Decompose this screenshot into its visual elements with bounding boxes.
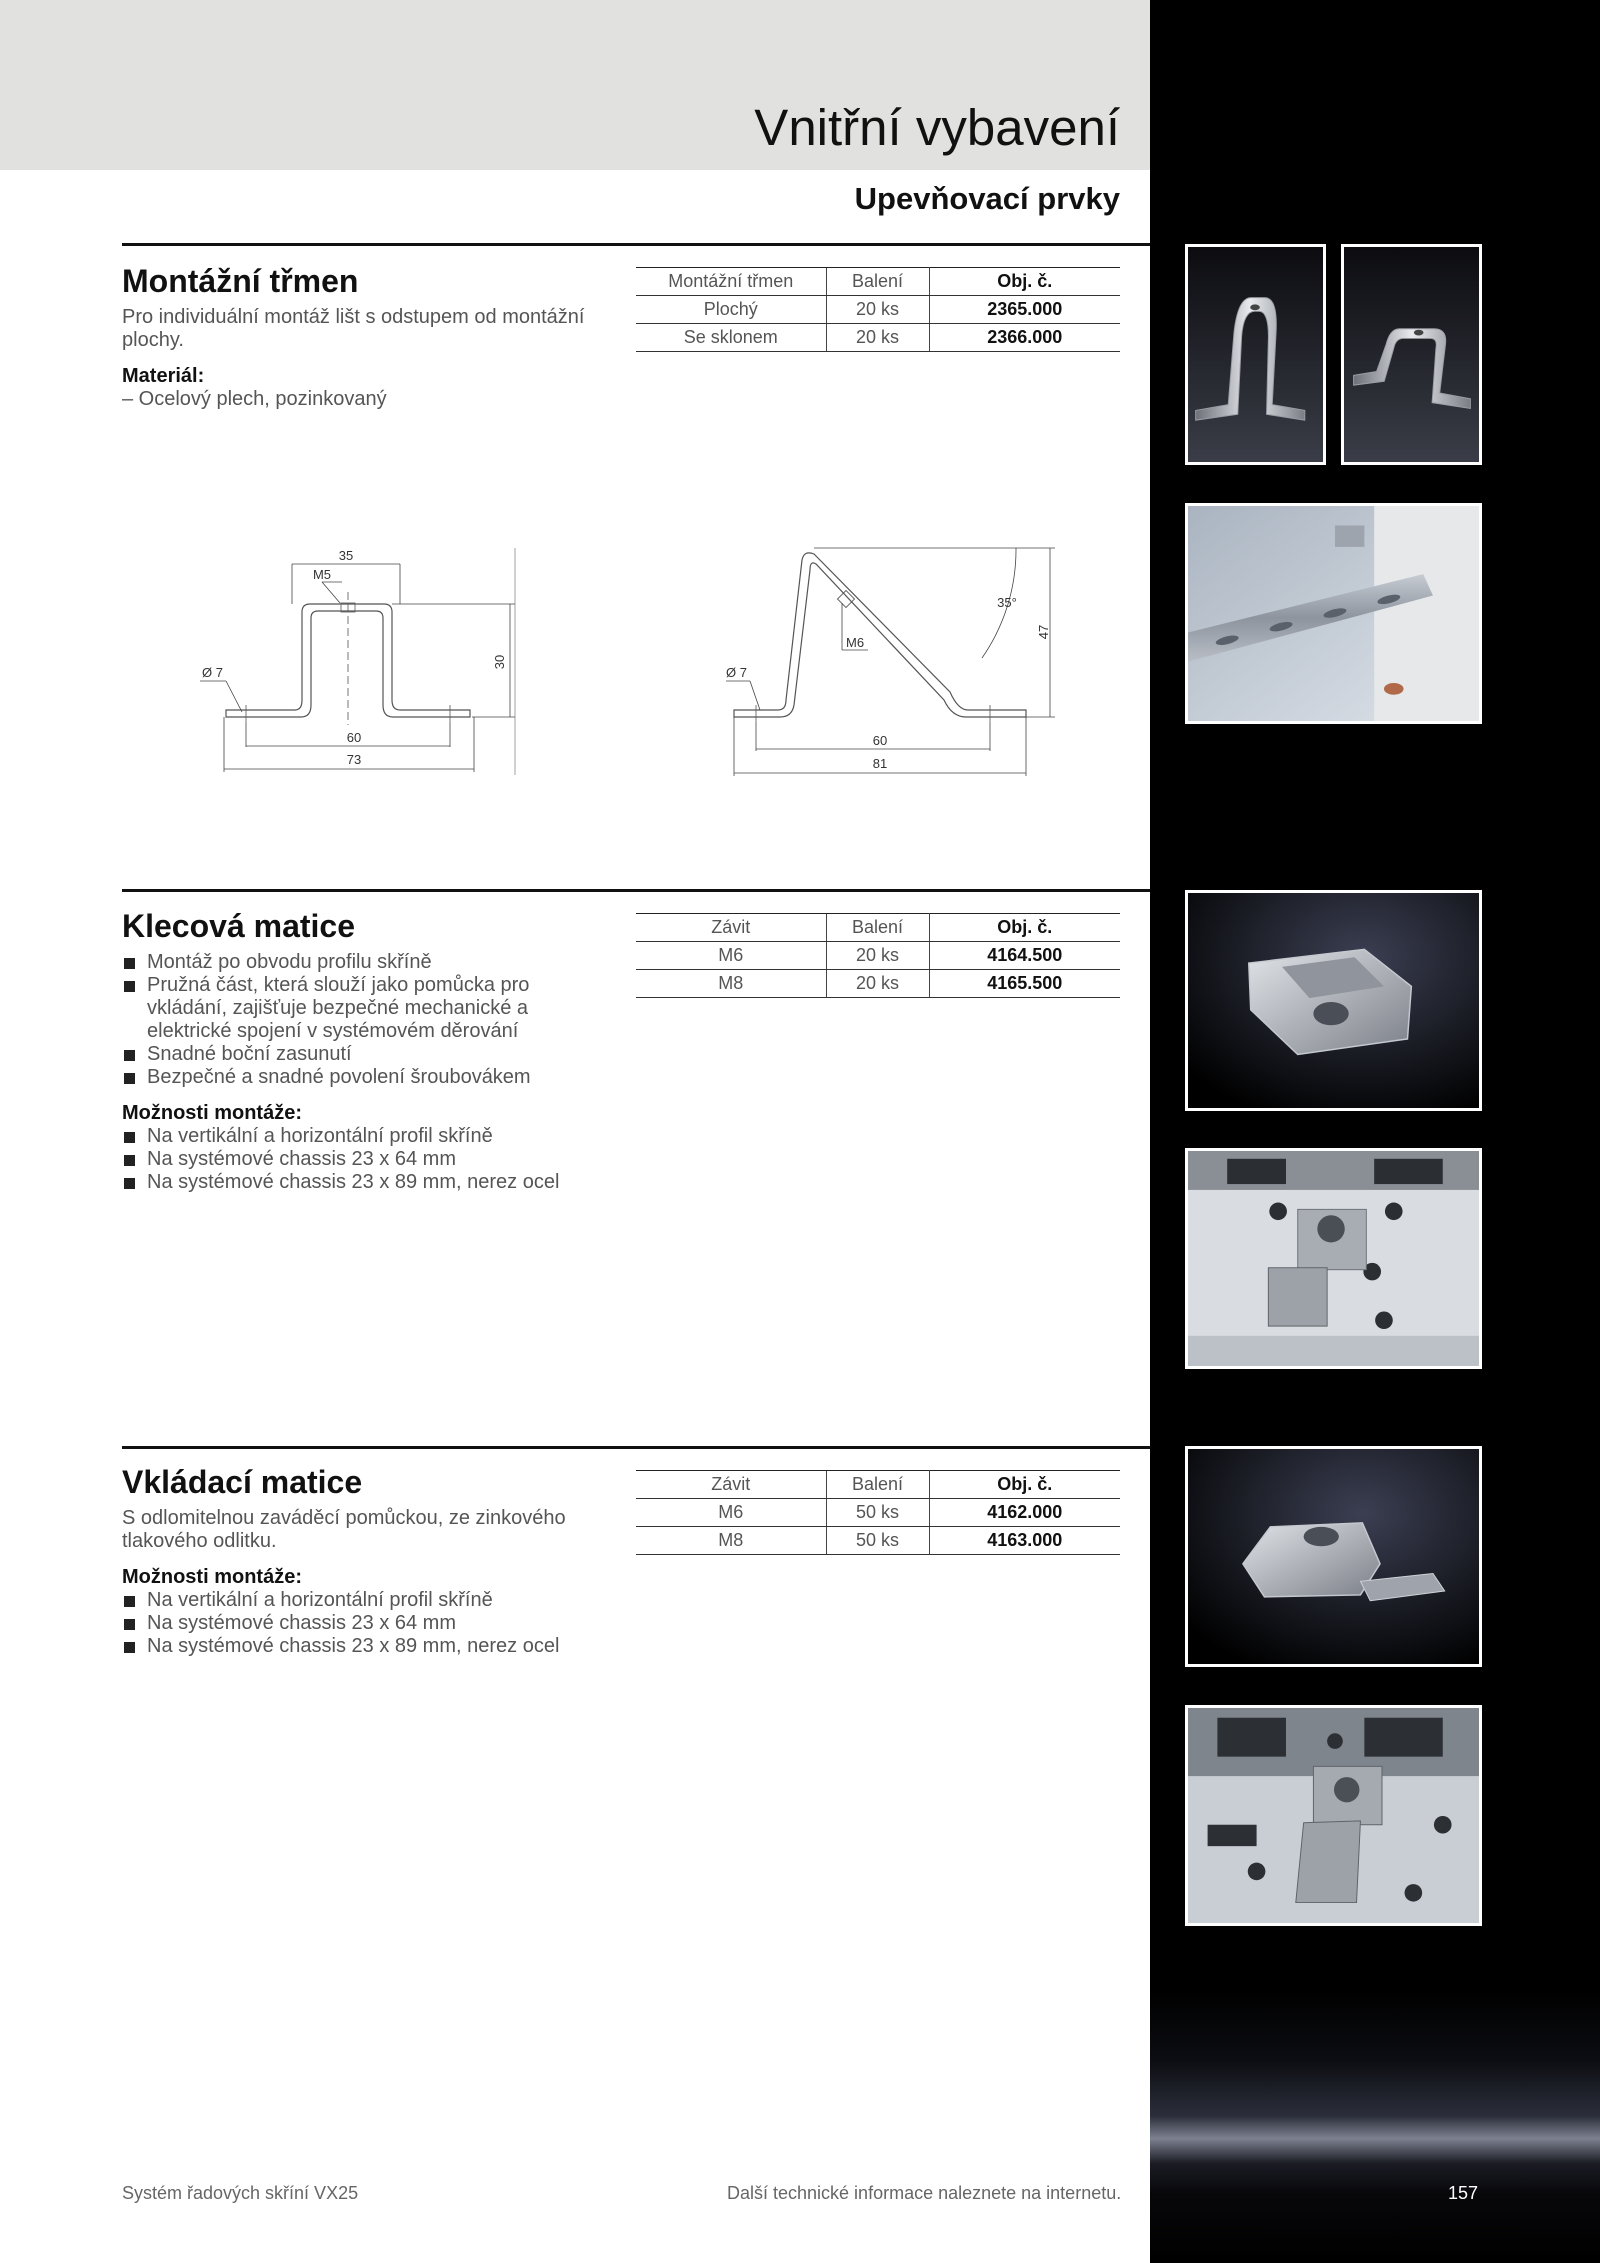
section-divider (122, 243, 1150, 246)
photo-cage-nut-mounted (1185, 1148, 1482, 1369)
options-label: Možnosti montáže: (122, 1566, 302, 1588)
table-header-row (636, 268, 1120, 296)
table-cell: 2366.000 (929, 324, 1120, 352)
dim-hole: Ø 7 (202, 665, 223, 680)
dim-angle: 35° (997, 595, 1017, 610)
col-header: Závit (636, 914, 826, 942)
section-divider (122, 1446, 1150, 1449)
table-cell: M8 (636, 970, 826, 998)
col-header: Balení (826, 268, 929, 296)
section-vkladaci-matice (122, 1463, 622, 1658)
footer-left: Systém řadových skříní VX25 (122, 2183, 359, 2203)
table-cell: 20 ks (826, 296, 929, 324)
table-row (636, 970, 1120, 998)
footer-center: Další technické informace naleznete na internetu. (727, 2183, 1122, 2203)
col-header: Balení (826, 914, 929, 942)
col-header: Obj. č. (929, 268, 1120, 296)
material-item: – Ocelový plech, pozinkovaný (122, 388, 387, 410)
table-row (636, 1499, 1120, 1527)
table-cell: 4165.500 (929, 970, 1120, 998)
list-item: Na vertikální a horizontální profil skříně (122, 1125, 622, 1148)
table-cell: 20 ks (826, 324, 929, 352)
spec-table-klecova (636, 913, 1120, 998)
photo-flat-bracket (1185, 244, 1326, 465)
section-description: S odlomitelnou zaváděcí pomůckou, ze zinkového tlakového odlitku. (122, 1507, 566, 1552)
options-list (122, 1589, 622, 1658)
section-description: Pro individuální montáž lišt s odstupem od montážní plochy. (122, 306, 585, 351)
photo-insert-nut-mounted (1185, 1705, 1482, 1926)
table-cell: M8 (636, 1527, 826, 1555)
photo-cage-nut (1185, 890, 1482, 1111)
col-header: Obj. č. (929, 914, 1120, 942)
photo-bracket-mounted (1185, 503, 1482, 724)
section-title: Vkládací matice (122, 1464, 363, 1500)
col-header: Balení (826, 1471, 929, 1499)
list-item: Snadné boční zasunutí (122, 1043, 622, 1066)
dim-thread: M5 (312, 567, 332, 582)
table-cell: 20 ks (826, 942, 929, 970)
photo-angled-bracket (1341, 244, 1482, 465)
table-row (636, 1527, 1120, 1555)
spec-table-vkladaci (636, 1470, 1120, 1555)
dim-height: 30 (492, 654, 507, 670)
dim-hole: Ø 7 (726, 665, 747, 680)
col-header: Montážní třmen (636, 268, 826, 296)
list-item: Na systémové chassis 23 x 89 mm, nerez ocel (122, 1171, 622, 1194)
table-row (636, 324, 1120, 352)
dim-height: 47 (1036, 624, 1051, 640)
table-row (636, 942, 1120, 970)
table-header-row (636, 1471, 1120, 1499)
list-item: Na systémové chassis 23 x 89 mm, nerez ocel (122, 1635, 622, 1658)
dim-overall: 81 (872, 756, 888, 771)
section-title: Klecová matice (122, 908, 356, 944)
material-label: Materiál: (122, 365, 205, 387)
table-cell: 4163.000 (929, 1527, 1120, 1555)
page-title: Vnitřní vybavení (754, 99, 1120, 156)
section-klecova-matice (122, 907, 622, 1194)
page-number: 157 (1448, 2183, 1479, 2203)
dim-overall: 73 (346, 752, 362, 767)
section-divider (122, 889, 1150, 892)
page-subtitle: Upevňovací prvky (854, 181, 1120, 216)
drawing-flat-bracket (190, 540, 530, 780)
dim-hole-spacing: 60 (872, 733, 888, 748)
section-montazni-trmen (122, 262, 622, 411)
options-label: Možnosti montáže: (122, 1102, 302, 1124)
table-cell: 4162.000 (929, 1499, 1120, 1527)
table-cell: Plochý (636, 296, 826, 324)
section-title: Montážní třmen (122, 263, 359, 299)
table-header-row (636, 914, 1120, 942)
list-item: Na systémové chassis 23 x 64 mm (122, 1148, 622, 1171)
list-item: Na vertikální a horizontální profil skříně (122, 1589, 622, 1612)
col-header: Obj. č. (929, 1471, 1120, 1499)
col-header: Závit (636, 1471, 826, 1499)
table-cell: 50 ks (826, 1527, 929, 1555)
table-cell: 20 ks (826, 970, 929, 998)
dim-hole-spacing: 60 (346, 730, 362, 745)
options-list (122, 1125, 622, 1194)
drawing-angled-bracket (720, 540, 1080, 780)
dim-thread: M6 (846, 635, 865, 650)
table-row (636, 296, 1120, 324)
list-item: Na systémové chassis 23 x 64 mm (122, 1612, 622, 1635)
table-cell: M6 (636, 942, 826, 970)
list-item: Pružná část, která slouží jako pomůcka pro vkládání, zajišťuje bezpečné mechanické a elektrické spojení v systémovém děrování (122, 974, 592, 1043)
feature-list (122, 951, 622, 1089)
photo-insert-nut (1185, 1446, 1482, 1667)
table-cell: 2365.000 (929, 296, 1120, 324)
spec-table-trmen (636, 267, 1120, 352)
table-cell: 50 ks (826, 1499, 929, 1527)
table-cell: 4164.500 (929, 942, 1120, 970)
table-cell: M6 (636, 1499, 826, 1527)
dim-width-top: 35 (338, 548, 354, 563)
table-cell: Se sklonem (636, 324, 826, 352)
list-item: Montáž po obvodu profilu skříně (122, 951, 622, 974)
list-item: Bezpečné a snadné povolení šroubovákem (122, 1066, 622, 1089)
